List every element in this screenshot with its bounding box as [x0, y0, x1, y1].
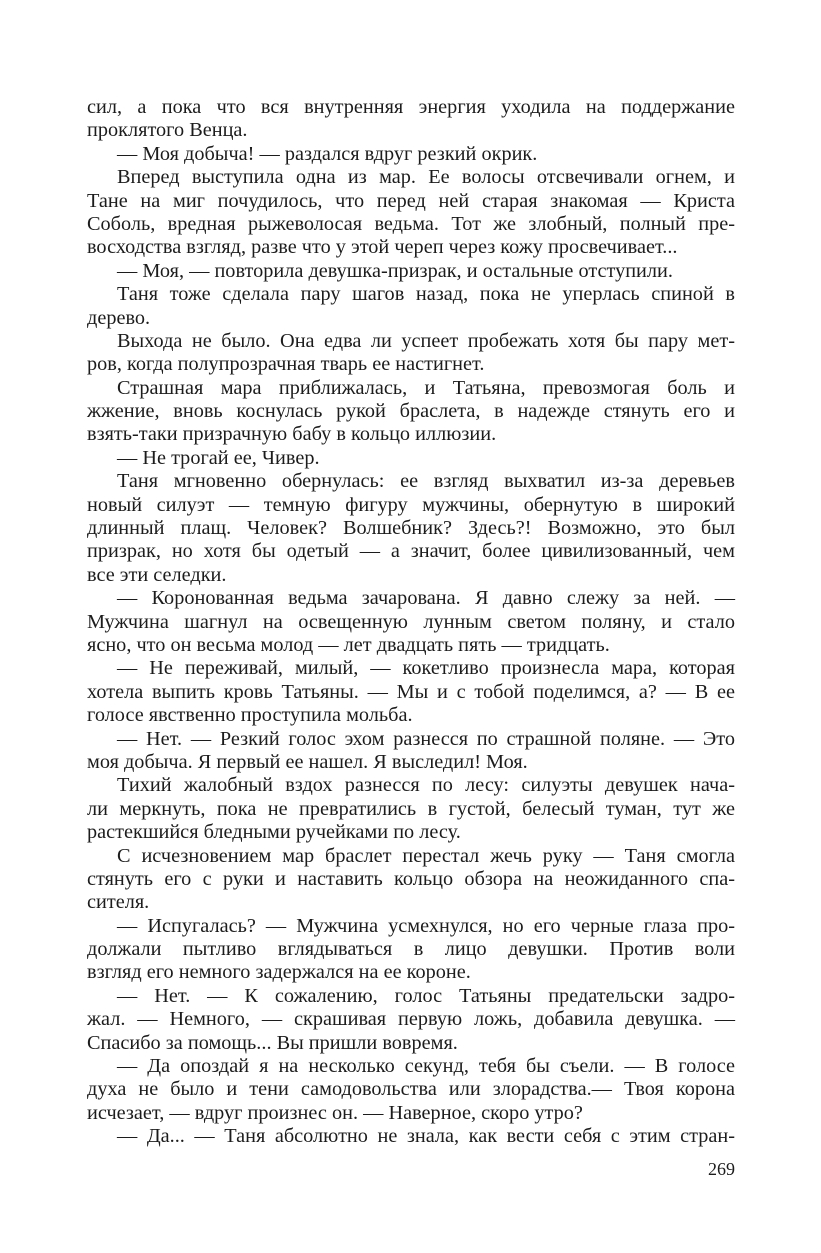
text-line: проклятого Венца. — [87, 119, 248, 142]
text-line: хотела выпить кровь Татьяны. — Мы и с тобой поделимся, а? — В ее — [87, 680, 735, 703]
text-line: восходства взгляд, разве что у этой череп через кожу просвечивает... — [87, 236, 678, 259]
text-line: — Моя, — повторила девушка-призрак, и остальные отступили. — [117, 259, 673, 282]
text-line: Вперед выступила одна из мар. Ее волосы отсвечивали огнем, и — [117, 166, 735, 189]
text-line: голосе явственно проступила мольба. — [87, 704, 413, 727]
text-line: жал. — Немного, — скрашивая первую ложь, добавила девушка. — — [87, 1008, 735, 1031]
text-line: — Нет. — К сожалению, голос Татьяны предательски задро- — [117, 984, 735, 1007]
text-line: Тихий жалобный вздох разнесся по лесу: силуэты девушек нача- — [117, 774, 735, 797]
text-line: сил, а пока что вся внутренняя энергия уходила на поддержание — [87, 96, 735, 118]
text-line: — Нет. — Резкий голос эхом разнесся по страшной поляне. — Это — [117, 727, 735, 750]
text-line: взгляд его немного задержался на ее короне. — [87, 961, 471, 984]
text-line: — Коронованная ведьма зачарована. Я давно слежу за ней. — — [117, 587, 735, 610]
text-line: — Да... — Таня абсолютно не знала, как вести себя с этим стран- — [117, 1125, 735, 1148]
text-line: — Испугалась? — Мужчина усмехнулся, но его черные глаза про- — [117, 914, 735, 937]
text-line: — Да опоздай я на несколько секунд, тебя бы съели. — В голосе — [117, 1055, 735, 1078]
text-line: Таня мгновенно обернулась: ее взгляд выхватил из-за деревьев — [117, 470, 735, 493]
text-line: духа не было и тени самодовольства или злорадства.— Твоя корона — [87, 1078, 735, 1101]
page-number: 269 — [708, 1159, 735, 1179]
text-line: Тане на миг почудилось, что перед ней старая знакомая — Криста — [87, 189, 735, 212]
text-line: сителя. — [87, 891, 150, 914]
text-line: — Не трогай ее, Чивер. — [117, 446, 320, 469]
text-line: Страшная мара приближалась, и Татьяна, превозмогая боль и — [117, 376, 735, 399]
text-line: призрак, но хотя бы одетый — а значит, более цивилизованный, чем — [87, 540, 735, 563]
text-line: жжение, вновь коснулась рукой браслета, в надежде стянуть его и — [87, 400, 735, 423]
text-line: длинный плащ. Человек? Волшебник? Здесь?! Возможно, это был — [87, 517, 735, 540]
text-line: моя добыча. Я первый ее нашел. Я выследил! Моя. — [87, 750, 528, 773]
text-line: Соболь, вредная рыжеволосая ведьма. Тот же злобный, полный пре- — [87, 212, 735, 235]
text-line: ясно, что он весьма молод — лет двадцать пять — тридцать. — [87, 633, 610, 656]
text-line: — Моя добыча! — раздался вдруг резкий окрик. — [117, 142, 538, 165]
text-line: новый силуэт — темную фигуру мужчины, обернутую в широкий — [87, 493, 735, 516]
text-line: растекшийся бледными ручейками по лесу. — [87, 821, 461, 844]
text-line: дерево. — [87, 306, 151, 329]
text-line: Спасибо за помощь... Вы пришли вовремя. — [87, 1031, 458, 1054]
text-line: С исчезновением мар браслет перестал жечь руку — Таня смогла — [117, 844, 735, 867]
text-line: должали пытливо вглядываться в лицо девушки. Против воли — [87, 938, 735, 961]
text-line: ров, когда полупрозрачная тварь ее настигнет. — [87, 353, 485, 376]
body-text — [87, 96, 735, 1149]
text-line: Выхода не было. Она едва ли успеет пробежать хотя бы пару мет- — [117, 329, 735, 352]
text-line: все эти селедки. — [87, 563, 227, 586]
text-line: исчезает, — вдруг произнес он. — Наверное, скоро утро? — [87, 1101, 583, 1124]
text-line: взять-таки призрачную бабу в кольцо иллюзии. — [87, 423, 497, 446]
text-line: — Не переживай, милый, — кокетливо произнесла мара, которая — [117, 657, 735, 680]
text-line: стянуть его с руки и наставить кольцо обзора на неожиданного спа- — [87, 867, 735, 890]
text-line: Мужчина шагнул на освещенную лунным светом поляну, и стало — [87, 610, 735, 633]
text-line: Таня тоже сделала пару шагов назад, пока не уперлась спиной в — [117, 283, 735, 306]
text-line: ли меркнуть, пока не превратились в густой, белесый туман, тут же — [87, 797, 735, 820]
